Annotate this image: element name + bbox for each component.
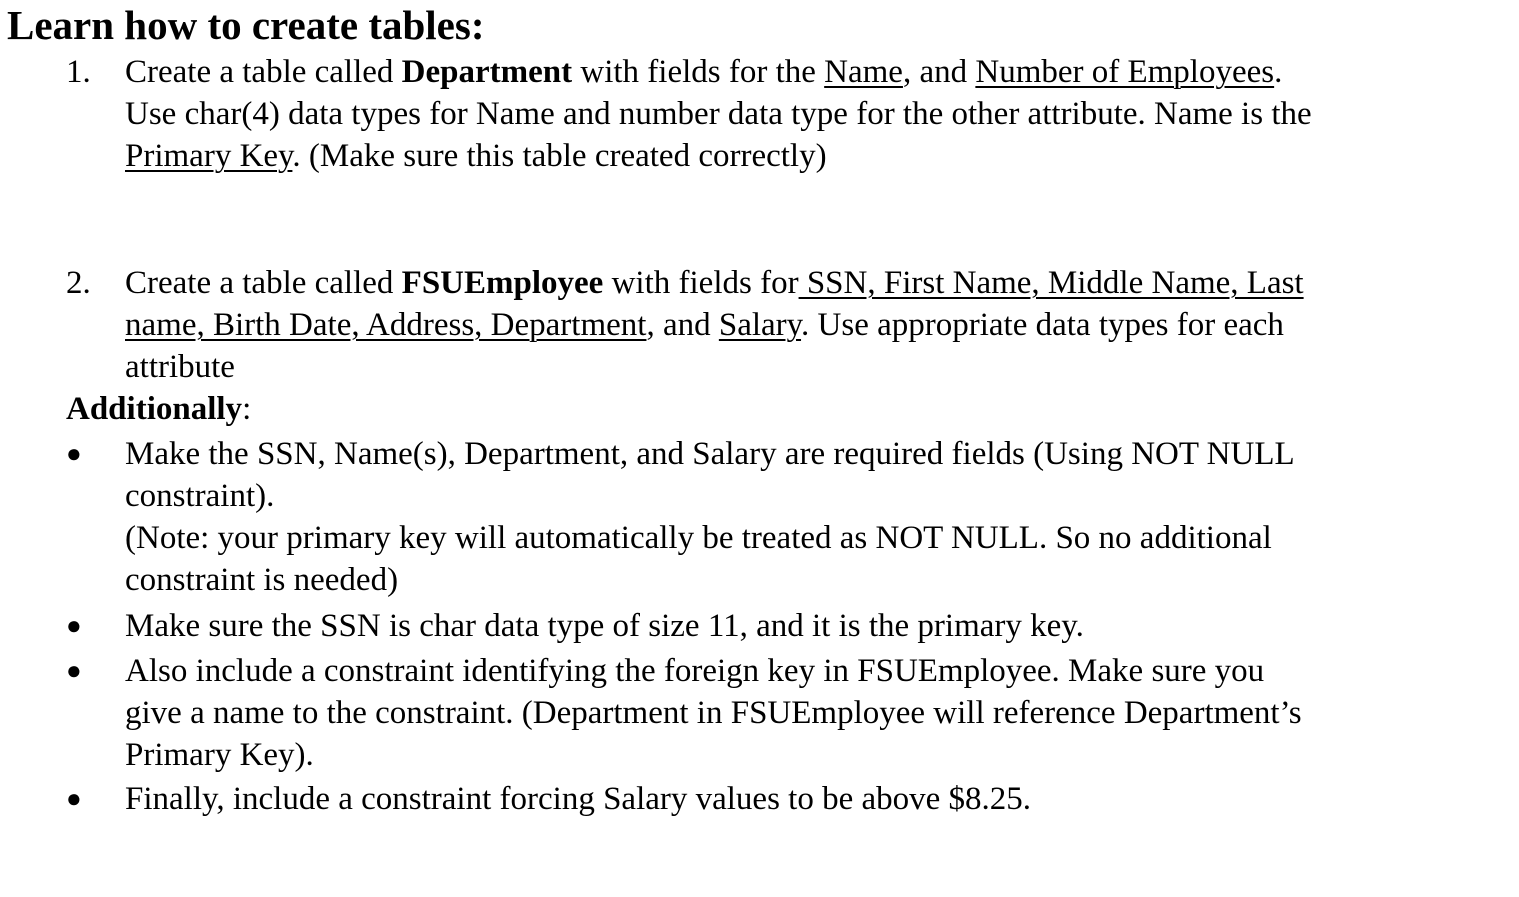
task-1-line-2: Use char(4) data types for Name and number data type for the other attribute. Name is the (125, 96, 1312, 132)
bullet-icon: ● (66, 784, 82, 813)
page-title: Learn how to create tables: (7, 2, 485, 48)
task-2-line-3: attribute (125, 349, 235, 385)
additionally-label: Additionally (66, 391, 243, 427)
field-name: Name (824, 54, 903, 90)
bullet-1-line-1: Make the SSN, Name(s), Department, and Salary are required fields (Using NOT NULL (125, 436, 1295, 472)
text: , and (902, 54, 976, 90)
task-1-line-3 (125, 135, 827, 177)
text: , and (646, 307, 719, 343)
bullet-4-line-1: Finally, include a constraint forcing Salary values to be above $8.25. (125, 781, 1032, 817)
bullet-1-line-3: (Note: your primary key will automatically be treated as NOT NULL. So no additional (125, 520, 1272, 556)
task-2-line-2 (125, 304, 1284, 346)
bullet-icon: ● (66, 656, 82, 685)
table-name-department: Department (401, 54, 573, 90)
text: . (Make sure this table created correctly) (292, 138, 827, 174)
bullet-3-line-3: Primary Key). (125, 737, 314, 773)
bullet-2-line-1: Make sure the SSN is char data type of size 11, and it is the primary key. (125, 608, 1084, 644)
task-2-number: 2. (66, 265, 91, 301)
text: : (242, 391, 252, 427)
text: Create a table called (125, 265, 402, 301)
text: . Use appropriate data types for each (801, 307, 1284, 343)
task-2-line-1 (125, 262, 1304, 304)
text: Create a table called (125, 54, 402, 90)
text: with fields for the (572, 54, 825, 90)
task-1-number: 1. (66, 54, 91, 90)
primary-key-term: Primary Key (125, 138, 293, 174)
bullet-icon: ● (66, 439, 82, 468)
bullet-3-line-2: give a name to the constraint. (Department in FSUEmployee will reference Department’s (125, 695, 1302, 731)
field-list: SSN, First Name, Middle Name, Last (798, 265, 1304, 301)
bullet-3-line-1: Also include a constraint identifying the foreign key in FSUEmployee. Make sure you (125, 653, 1265, 689)
field-number-of-employees: Number of Employees (975, 54, 1275, 90)
bullet-icon: ● (66, 611, 82, 640)
field-list: name, Birth Date, Address, Department (125, 307, 647, 343)
field-salary: Salary (718, 307, 802, 343)
text: . (1274, 54, 1283, 90)
bullet-1-line-4: constraint is needed) (125, 562, 399, 598)
bullet-1-line-2: constraint). (125, 478, 275, 514)
table-name-fsuemployee: FSUEmployee (401, 265, 604, 301)
text: with fields for (603, 265, 799, 301)
task-1-line-1 (125, 51, 1282, 93)
additionally-heading (66, 388, 251, 430)
